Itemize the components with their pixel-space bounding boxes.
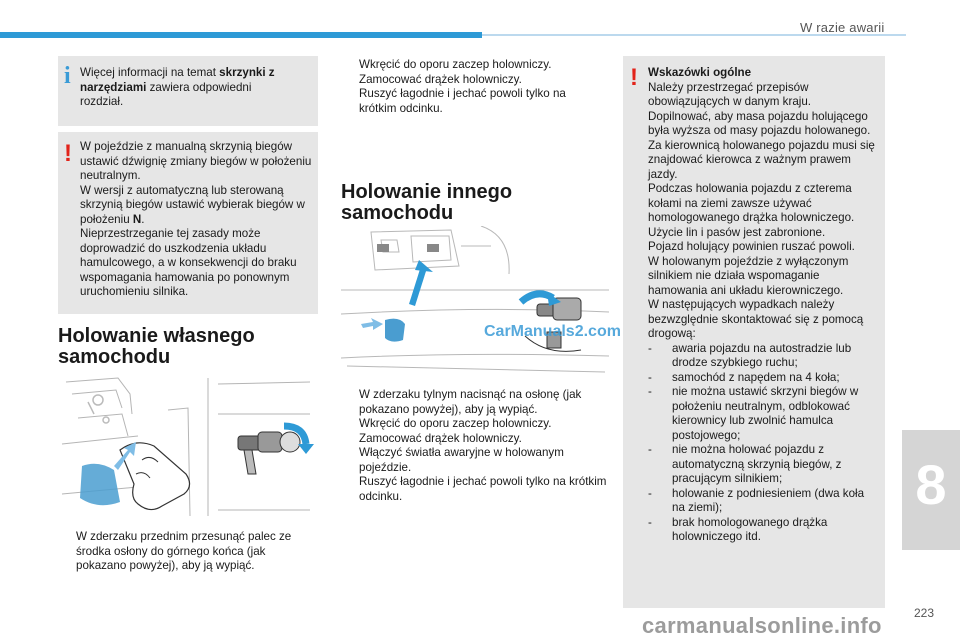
list-item: Ruszyć łagodnie i jechać powoli tylko na krótkim odcinku. [359, 87, 566, 115]
other-vehicle-steps [341, 388, 611, 504]
footer-watermark: carmanualsonline.info [642, 613, 882, 638]
list-item: - samochód z napędem na 4 koła; [648, 370, 840, 384]
top-steps [341, 58, 591, 116]
list-item: Ruszyć łagodnie i jechać powoli tylko na krótkim odcinku. [359, 475, 607, 503]
list-item: Wkręcić do oporu zaczep holowniczy. [359, 417, 552, 430]
warning-icon: ! [64, 140, 72, 167]
info-note-text: Więcej informacji na temat skrzynki z narzędziami zawiera odpowiedni rozdział. [80, 66, 275, 108]
list-item: W zderzaku przednim przesunąć palec ze środka osłony do górnego końca (jak pokazano powyżej), aby ją wypiąć. [76, 530, 292, 572]
list-item: Wkręcić do oporu zaczep holowniczy. [359, 58, 552, 71]
heading-other-vehicle: Holowanie innego samochodu [341, 181, 513, 224]
list-item: - nie można ustawić skrzyni biegów w położeniu neutralnym, odblokować kierownicy lub zwolnić hamulca postojowego; [648, 385, 859, 442]
list-item: W zderzaku tylnym nacisnąć na osłonę (jak pokazano powyżej), aby ją wypiąć. [359, 388, 582, 416]
own-vehicle-steps [58, 530, 308, 574]
warning-icon: ! [630, 64, 638, 91]
warning-gearbox-text: W pojeździe z manualną skrzynią biegów ustawić dźwignię zmiany biegów w położeniu neutralnym. W wersji z automatyczną lub sterowaną skrzynią biegów ustawić wybierak biegów w położeniu N. Nieprzestrzeganie tej zasady może doprowadzić do uszkodzenia układu hamulcowego, a w konsekwencji do braku wspomagania hamowania po ponownym uruchomieniu silnika. [80, 140, 312, 298]
carmanuals-watermark: CarManuals2.com [484, 323, 621, 340]
list-item: Włączyć światła awaryjne w holowanym pojeździe. [359, 446, 564, 474]
header-accent-bar [0, 32, 482, 38]
list-item: - holowanie z podniesieniem (dwa koła na ziemi); [648, 486, 865, 514]
chapter-number: 8 [915, 453, 947, 516]
front-bumper-illustration [58, 374, 318, 520]
list-item: Zamocować drążek holowniczy. [359, 72, 522, 86]
info-icon: i [64, 63, 71, 89]
page-number: 223 [914, 606, 935, 620]
list-item: - awaria pojazdu na autostradzie lub drodze szybkiego ruchu; [648, 341, 852, 369]
rear-bumper-illustration [341, 226, 611, 376]
heading-own-vehicle: Holowanie własnego samochodu [58, 325, 255, 368]
list-item: Zamocować drążek holowniczy. [359, 431, 522, 445]
general-tips-text: Wskazówki ogólne Należy przestrzegać przepisów obowiązujących w danym kraju. Dopilnować, aby masa pojazdu holującego była wyższa od masy pojazdu holowanego. Za kierownicą holowanego pojazdu musi się znajdować kierowca z ważnym prawem jazdy. Podczas holowania pojazdu z czterema kołami na ziemi zawsze używać homologowanego drążka holowniczego. Użycie lin i pasów jest zabronione. Pojazd holujący powinien ruszać powoli. W holowanym pojeździe z wyłączonym silnikiem nie działa wspomaganie hamowania ani układu kierowniczego. W następujących wypadkach należy bezwzględnie skontaktować się z pomocą drogową: - awaria pojazdu na autostradzie lub drodze szybkiego ruchu; - samochód z napędem na 4 koła; - nie można ustawić skrzyni biegów w położeniu neutralnym, odblokować kierownicy lub zwolnić hamulca postojowego; - nie można holować pojazdu z automatyczną skrzynią biegów, z pracującym silnikiem; - holowanie z podniesieniem (dwa koła na ziemi); - brak homologowanego drążka holowniczego itd. [648, 66, 880, 545]
list-item: - nie można holować pojazdu z automatyczną skrzynią biegów, z pracującym silnikiem; [648, 443, 842, 485]
section-title: W razie awarii [800, 20, 885, 35]
emergency-cases-list [648, 342, 880, 545]
list-item: - brak homologowanego drążka holowniczego itd. [648, 515, 828, 543]
